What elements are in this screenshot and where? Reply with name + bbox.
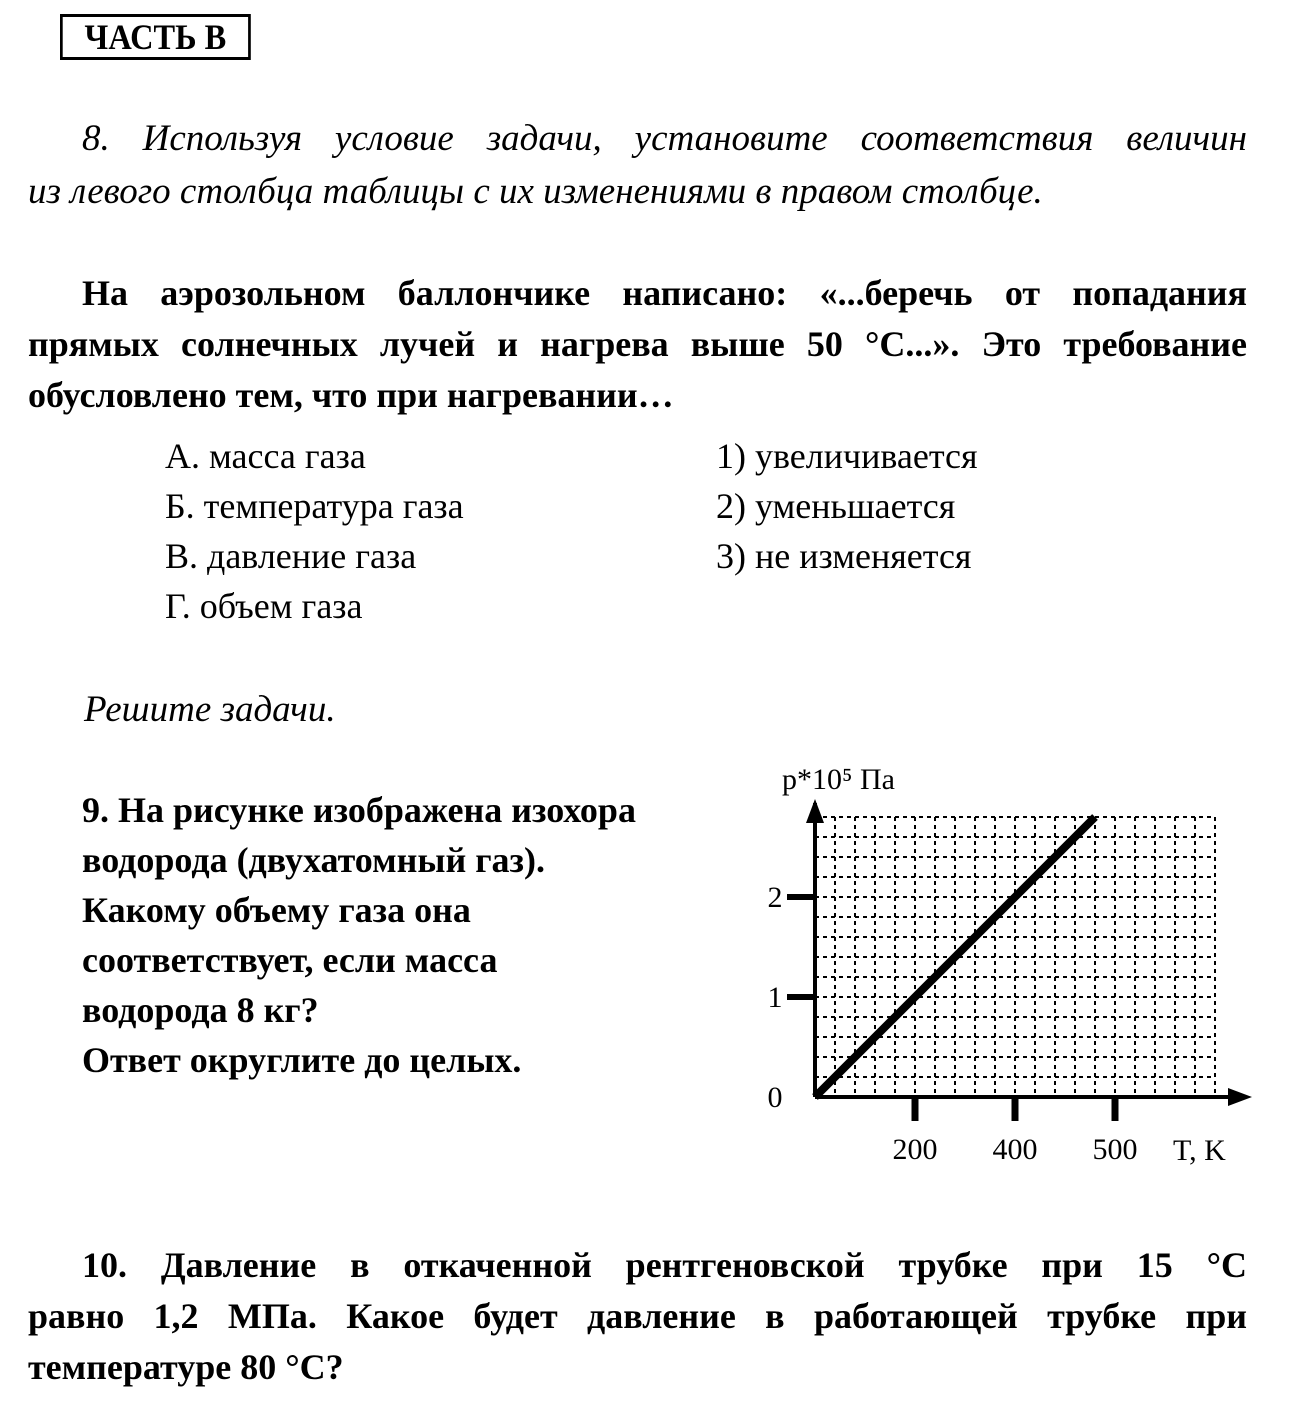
section-title: ЧАСТЬ B (60, 14, 251, 60)
option-v: В. давление газа (165, 536, 417, 576)
task8-text-line2: прямых солнечных лучей и нагрева выше 50 °С...». Это требование (28, 324, 1247, 364)
task9-line5: водорода 8 кг? (82, 990, 319, 1030)
isochore-chart (740, 755, 1260, 1175)
x-axis-label: T, K (1173, 1134, 1226, 1167)
chart-ticks (768, 881, 1138, 1166)
task9-line1: 9. На рисунке изображена изохора (82, 790, 636, 830)
task8-text-line1: На аэрозольном баллончике написано: «...беречь от попадания (82, 273, 1247, 313)
task10-line3: температуре 80 °С? (28, 1347, 344, 1387)
x-tick-label: 200 (892, 1133, 938, 1166)
y-axis-label: p*10⁵ Па (782, 763, 895, 796)
y-tick-label: 1 (767, 981, 783, 1014)
x-tick-label: 500 (1092, 1133, 1138, 1166)
x-tick-label: 400 (992, 1133, 1038, 1166)
task9-line4: соответствует, если масса (82, 940, 498, 980)
change-3: 3) не изменяется (716, 536, 972, 576)
task8-text-line3: обусловлено тем, что при нагревании… (28, 375, 674, 415)
task8-instruction-line2: из левого столбца таблицы с их изменениями в правом столбце. (28, 171, 1043, 212)
change-2: 2) уменьшается (716, 486, 956, 526)
option-b: Б. температура газа (165, 486, 464, 526)
y-tick-label: 0 (767, 1081, 783, 1114)
x-axis-arrow (1228, 1088, 1252, 1106)
solve-heading: Решите задачи. (84, 689, 336, 730)
y-tick-label: 2 (767, 881, 783, 914)
option-g: Г. объем газа (165, 586, 363, 626)
task10-line2: равно 1,2 МПа. Какое будет давление в работающей трубке при (28, 1296, 1247, 1336)
task9-line2: водорода (двухатомный газ). (82, 840, 546, 880)
y-axis-arrow (806, 799, 824, 823)
task9-line3: Какому объему газа она (82, 890, 471, 930)
change-1: 1) увеличивается (716, 436, 978, 476)
task9-line6: Ответ округлите до целых. (82, 1040, 522, 1080)
chart-axes (806, 799, 1252, 1106)
chart-grid (815, 817, 1215, 1097)
option-a: А. масса газа (165, 436, 366, 476)
task10-line1: 10. Давление в откаченной рентгеновской трубке при 15 °С (82, 1245, 1247, 1285)
task8-instruction-line1: 8. Используя условие задачи, установите соответствия величин (82, 118, 1247, 159)
